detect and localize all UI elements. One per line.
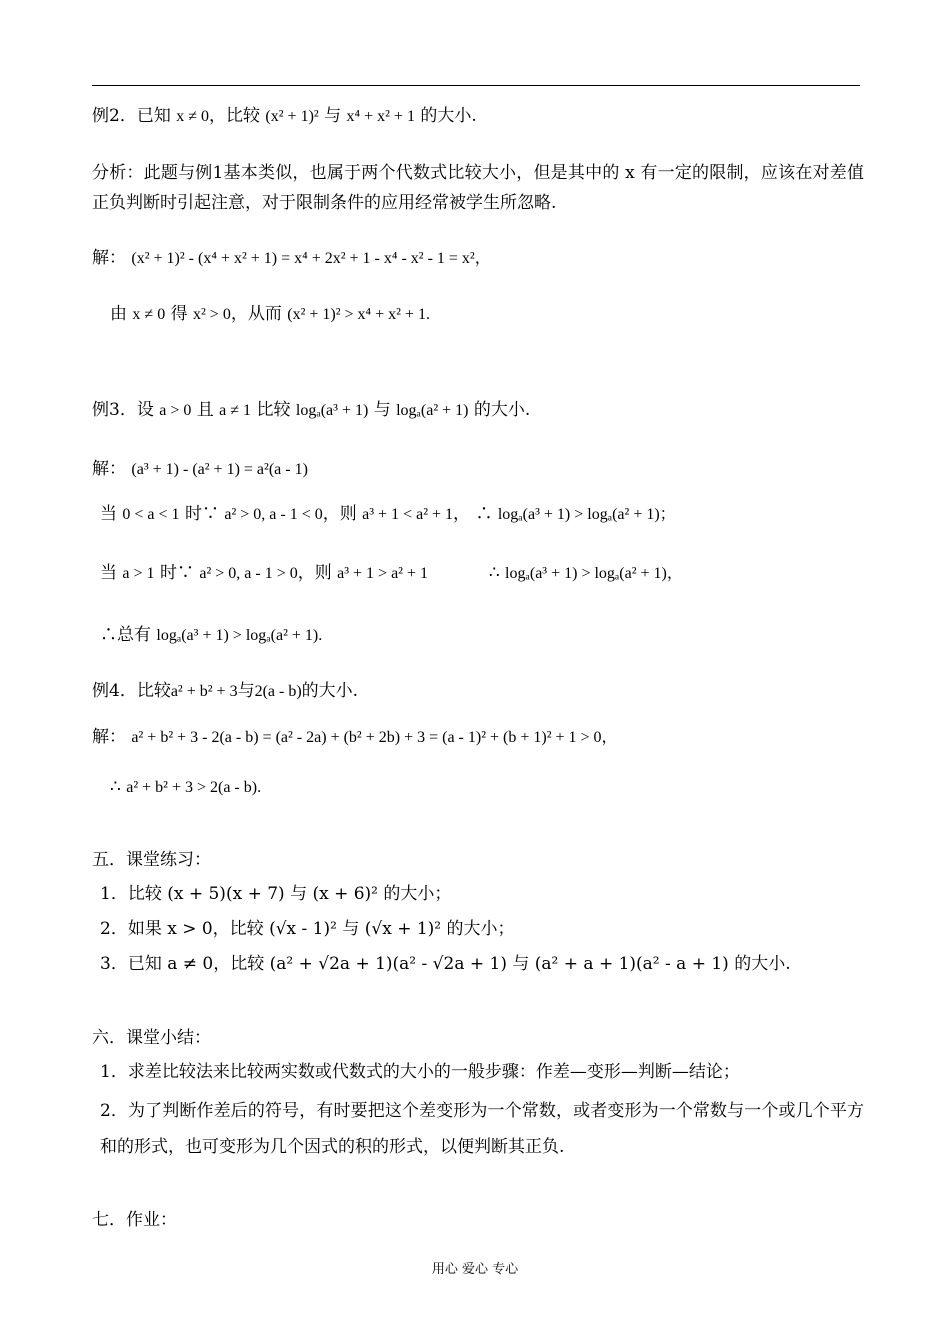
math: a³ + 1 > a² + 1: [337, 565, 428, 582]
text: 时: [184, 504, 202, 524]
text: 当: [100, 504, 117, 524]
math: a² + b² + 3: [170, 683, 238, 700]
page-footer: 用心 爱心 专心: [431, 1262, 519, 1277]
text: 例4．比较: [92, 681, 171, 701]
math: a > 1: [122, 565, 155, 582]
text: 且: [196, 400, 214, 420]
math: logₐ(a³ + 1): [295, 402, 369, 419]
text: 比较: [256, 400, 291, 420]
text: 与: [237, 681, 255, 701]
math: logₐ(a³ + 1) > logₐ(a² + 1)，: [505, 565, 683, 582]
text: 例2．已知: [92, 106, 171, 126]
analysis-paragraph: 分析：此题与例1基本类似，也属于两个代数式比较大小，但是其中的 x 有一定的限制，应该在对差值正负判断时引起注意，对于限制条件的应用经常被学生所忽略.: [92, 163, 864, 213]
text: ，则: [322, 504, 357, 524]
because-symbol: ∵: [176, 563, 194, 583]
summary-item-2: 2．为了判断作差后的符号，有时要把这个差变形为一个常数，或者变形为一个常数与一个或几个平方和的形式，也可变形为几个因式的积的形式，以便判断其正负.: [100, 1101, 864, 1157]
text: 与: [373, 400, 391, 420]
practice-item-2: 2．如果 x > 0，比较 (√x - 1)² 与 (√x + 1)² 的大小；: [100, 919, 515, 939]
math: x ≠ 0: [176, 108, 210, 125]
therefore-symbol: ∴: [475, 504, 493, 524]
text: ，从而: [230, 304, 282, 324]
text: ，则: [297, 563, 332, 583]
math: x⁴ + x² + 1: [346, 108, 415, 125]
text: 时: [159, 563, 177, 583]
text: 解：: [92, 727, 126, 747]
solution-3-case-1: 当 0 < a < 1 时∵ a² > 0, a - 1 < 0，则 a³ + 1 < a² + 1， ∴ logₐ(a³ + 1) > logₐ(a² + 1)；: [100, 504, 676, 524]
homework-heading: 七．作业：: [92, 1210, 177, 1230]
math: (a³ + 1) - (a² + 1) = a²(a - 1): [131, 461, 308, 478]
text: ∴总有: [100, 625, 151, 645]
math: (x² + 1)² - (x⁴ + x² + 1) = x⁴ + 2x² + 1 - x⁴ - x² - 1 = x²，: [131, 250, 491, 267]
math: logₐ(a³ + 1) > logₐ(a² + 1).: [156, 627, 323, 644]
text: ，比较: [209, 106, 261, 126]
because-symbol: ∵: [201, 504, 219, 524]
text: 的大小.: [420, 106, 477, 126]
summary-heading: 六．课堂小结：: [92, 1028, 211, 1048]
solution-2-equation: [92, 246, 491, 271]
math: a > 0: [159, 402, 192, 419]
solution-4-conclusion: [110, 775, 261, 800]
solution-2-conclusion: [110, 302, 430, 327]
practice-item-3: 3．已知 a ≠ 0，比较 (a² + √2a + 1)(a² - √2a + 1) 与 (a² + a + 1)(a² - a + 1) 的大小.: [100, 954, 791, 974]
therefore-symbol: ∴: [110, 777, 121, 797]
math: a² + b² + 3 - 2(a - b) = (a² - 2a) + (b² + 2b) + 3 = (a - 1)² + (b + 1)² + 1 > 0，: [131, 729, 618, 746]
text: 解：: [92, 459, 126, 479]
math: x ≠ 0: [132, 306, 166, 323]
solution-3-case-2: [100, 561, 683, 586]
math: 2(a - b): [254, 683, 302, 700]
example-4-title: [92, 679, 358, 704]
text: 与: [324, 106, 342, 126]
solution-3-conclusion: [100, 623, 322, 648]
math: logₐ(a³ + 1) > logₐ(a² + 1)；: [497, 506, 676, 523]
solution-4-equation: [92, 725, 618, 750]
header-rule: [92, 85, 860, 86]
math: (x² + 1)² > x⁴ + x² + 1.: [287, 306, 430, 323]
therefore-symbol: ∴: [488, 563, 500, 583]
text: 的大小.: [473, 400, 531, 420]
math: 0 < a < 1: [122, 506, 180, 523]
text: 例3．设: [92, 400, 154, 420]
text: 得: [170, 304, 188, 324]
summary-item-1: 1．求差比较法来比较两实数或代数式的大小的一般步骤：作差—变形—判断—结论；: [100, 1062, 740, 1082]
text: 当: [100, 563, 117, 583]
example-2-title: [92, 104, 477, 129]
math: a³ + 1 < a² + 1: [362, 506, 454, 523]
text: 解：: [92, 248, 126, 268]
math: a² > 0, a - 1 < 0: [224, 506, 323, 523]
solution-3-equation: [92, 457, 308, 482]
math: logₐ(a² + 1): [396, 402, 469, 419]
practice-heading: 五．课堂练习：: [92, 850, 211, 870]
math: x² > 0: [193, 306, 231, 323]
example-3-title: [92, 398, 530, 423]
text: 由: [110, 304, 127, 324]
math: a² + b² + 3 > 2(a - b).: [126, 779, 262, 796]
math: (x² + 1)²: [265, 108, 319, 125]
practice-item-1: 1．比较 (x + 5)(x + 7) 与 (x + 6)² 的大小；: [100, 884, 452, 904]
math: a ≠ 1: [219, 402, 252, 419]
text: 的大小.: [301, 681, 359, 701]
math: a² > 0, a - 1 > 0: [199, 565, 298, 582]
